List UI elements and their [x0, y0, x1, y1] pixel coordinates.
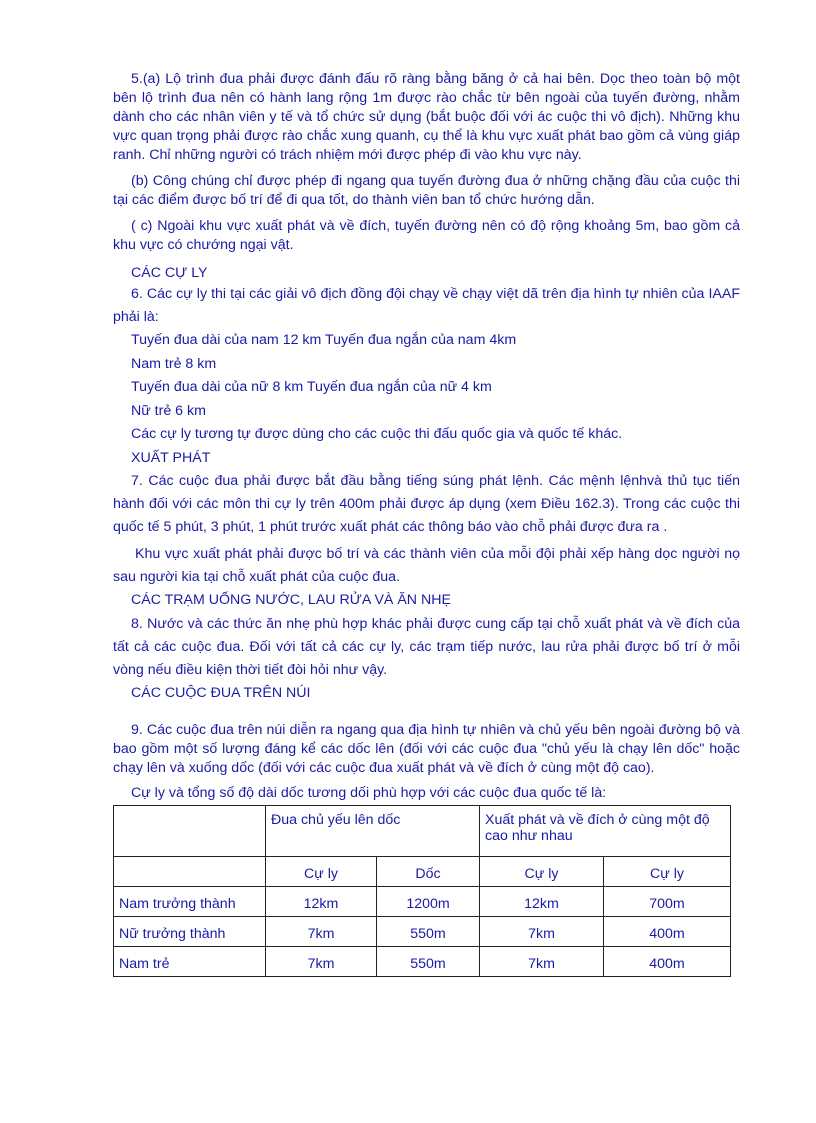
paragraph-5c: ( c) Ngoài khu vực xuất phát và về đích, tuyến đường nên có độ rộng khoảng 5m, bao gồm cả khu vực có chướng ngại vật.: [113, 218, 740, 253]
heading-tram-uong-nuoc: CÁC TRẠM UỐNG NƯỚC, LAU RỬA VÀ ĂN NHẸ: [131, 592, 451, 608]
table-cell: 1200m: [377, 887, 480, 917]
table-subheader-cell: Cự ly: [480, 857, 604, 887]
table-row: [114, 887, 731, 917]
table-row-label: Nam trẻ: [114, 947, 266, 977]
table-cell: 7km: [480, 917, 604, 947]
paragraph-8: 8. Nước và các thức ăn nhẹ phù hợp khác phải được cung cấp tại chỗ xuất phát và về đích của tất cả các cuộc đua. Đối với tất cả các cự ly, các trạm tiếp nước, lau rửa phải được bố trí ở mỗi vòng nếu điều kiện thời tiết đòi hỏi như vậy.: [113, 615, 740, 678]
table-row-label: Nữ trưởng thành: [114, 917, 266, 947]
table-header-row: [114, 806, 731, 857]
table-cell: 12km: [266, 887, 377, 917]
distance-table: [113, 805, 731, 977]
table-group-uphill: Đua chủ yếu lên dốc: [266, 806, 480, 857]
paragraph-7b: Khu vực xuất phát phải được bố trí và các thành viên của mỗi đội phải xếp hàng dọc người nọ sau người kia tại chỗ xuất phát của cuộc đua.: [113, 546, 740, 585]
table-subheader-cell: Cự ly: [604, 857, 731, 887]
table-cell: 7km: [266, 917, 377, 947]
table-row-label: Nam trưởng thành: [114, 887, 266, 917]
table-cell: 700m: [604, 887, 731, 917]
paragraph-5a: 5.(a) Lộ trình đua phải được đánh đấu rõ ràng bằng băng ở cả hai bên. Dọc theo toàn bộ một bên lộ trình đua nên có hành lang rộng 1m được rào chắc từ bên ngoài của tuyến đường, nhằm dành cho các nhân viên y tế và tổ chức sử dụng (bắt buộc đối với ác cuộc thi vô địch). Những khu vực quan trọng phải được rào chắc xung quanh, cụ thể là khu vực xuất phát bao gồm cả vùng giáp ranh. Chỉ những người có trách nhiệm mới được phép đi vào khu vực này.: [113, 71, 740, 163]
paragraph-9: 9. Các cuộc đua trên núi diễn ra ngang qua địa hình tự nhiên và chủ yếu bên ngoài đường bộ và bao gồm một số lượng đáng kể các dốc lên (đối với các cuộc đua "chủ yếu là chạy lên dốc" hoặc chạy lên và xuống dốc (đối với các cuộc đua xuất phát và về đích ở cùng một độ cao).: [113, 722, 740, 776]
table-subheader-row: [114, 857, 731, 887]
table-cell: 400m: [604, 917, 731, 947]
paragraph-9b: Cự ly và tổng số độ dài dốc tương dối phù hợp với các cuộc đua quốc tế là:: [131, 785, 607, 801]
table-cell: 12km: [480, 887, 604, 917]
table-cell: 7km: [480, 947, 604, 977]
table-cell: 550m: [377, 917, 480, 947]
table-cell: 400m: [604, 947, 731, 977]
table-subheader-cell: Cự ly: [266, 857, 377, 887]
heading-xuat-phat: XUẤT PHÁT: [131, 449, 211, 466]
document-page: [113, 70, 740, 977]
table-cell: 7km: [266, 947, 377, 977]
table-row: [114, 947, 731, 977]
distance-line-2: Nam trẻ 8 km: [131, 355, 217, 372]
paragraph-7: 7. Các cuộc đua phải được bắt đầu bằng tiếng súng phát lệnh. Các mệnh lệnhvà thủ tục tiến hành đối với các môn thi cự ly trên 400m phải được áp dụng (xem Điều 162.3). Trong các cuộc thi quốc tế 5 phút, 3 phút, 1 phút trước xuất phát các thông báo vào chỗ phải được đưa ra .: [113, 473, 740, 535]
heading-cuoc-dua-tren-nui: CÁC CUỘC ĐUA TRÊN NÚI: [131, 684, 311, 701]
paragraph-5b: (b) Công chúng chỉ được phép đi ngang qua tuyến đường đua ở những chặng đầu của cuộc thi tại các điểm được bố trí để đi qua tốt, do thành viên ban tổ chức hướng dẫn.: [113, 173, 740, 208]
heading-cac-cu-ly: CÁC CỰ LY: [131, 265, 208, 281]
table-subheader-cell: Dốc: [377, 857, 480, 887]
table-corner-cell: [114, 806, 266, 857]
table-group-same-altitude: Xuất phát và về đích ở cùng một độ cao như nhau: [480, 806, 731, 857]
distance-line-4: Nữ trẻ 6 km: [131, 402, 206, 419]
table-subheader-empty: [114, 857, 266, 887]
table-cell: 550m: [377, 947, 480, 977]
paragraph-6: 6. Các cự ly thi tại các giải vô địch đồng đội chạy về chạy việt dã trên địa hình tự nhiên của IAAF phải là:: [113, 286, 740, 325]
distance-line-5: Các cự ly tương tự được dùng cho các cuộc thi đấu quốc gia và quốc tế khác.: [131, 426, 623, 442]
distance-line-1: Tuyến đua dài của nam 12 km Tuyến đua ngắn của nam 4km: [131, 332, 517, 348]
table-row: [114, 917, 731, 947]
distance-line-3: Tuyến đua dài của nữ 8 km Tuyến đua ngắn của nữ 4 km: [131, 379, 492, 395]
